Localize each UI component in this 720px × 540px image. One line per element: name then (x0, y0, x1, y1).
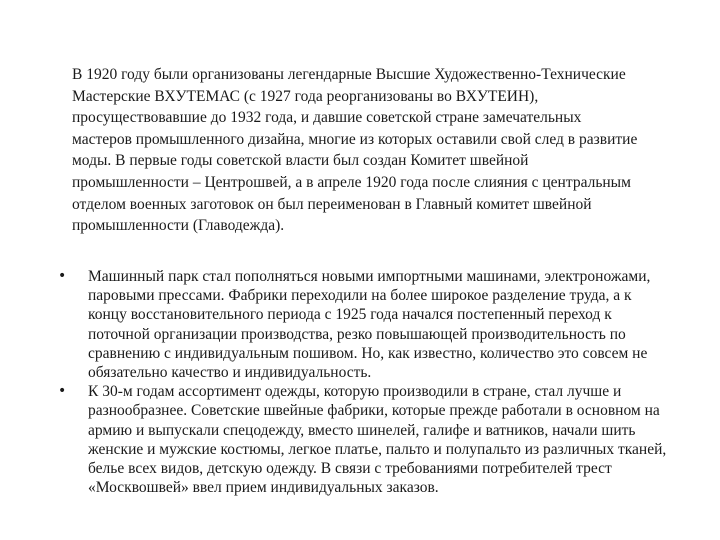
bullet-item-1 (58, 267, 674, 382)
bullet-dot-icon: • (58, 268, 67, 284)
bullet-text-1: Машинный парк стал пополняться новыми импортными машинами, электроножами, паровыми прессами. Фабрики переходили на более широкое разделение труда, а к концу восстановительного периода с 1925 года начался постепенный переход к поточной организации производства, резко повышающей производительность по сравнению с индивидуальным пошивом. Но, как известно, количество это совсем не обязательно качество и индивидуальность. (88, 268, 651, 382)
bullet-dot-icon: • (58, 383, 67, 400)
bullet-text-2: К 30-м годам ассортимент одежды, которую производили в стране, стал лучше и разнообразнее. Советские швейные фабрики, которые прежде работали в основном на армию и выпускали спецодежду, вместо шинелей, галифе и ватников, начали шить женские и мужские костюмы, легкое платье, пальто и полупальто из различных тканей, белье всех видов, детскую одежду. В связи с требованиями потребителей трест «Москвошвей» ввел прием индивидуальных заказов. (88, 383, 667, 497)
intro-paragraph: В 1920 году были организованы легендарные Высшие Художественно-Технические Мастерские ВХУТЕМАС (с 1927 года реорганизованы во ВХУТЕИН), просуществовавшие до 1932 года, и давшие советской стране замечательных мастеров промышленного дизайна, многие из которых оставили свой след в развитие моды. В первые годы советской власти был создан Комитет швейной промышленности – Центрошвей, а в апреле 1920 года после слияния с центральным отделом военных заготовок он был переименован в Главный комитет швейной промышленности (Главодежда). (72, 66, 638, 235)
bullet-list (58, 267, 674, 497)
bullet-item-2 (58, 382, 674, 497)
